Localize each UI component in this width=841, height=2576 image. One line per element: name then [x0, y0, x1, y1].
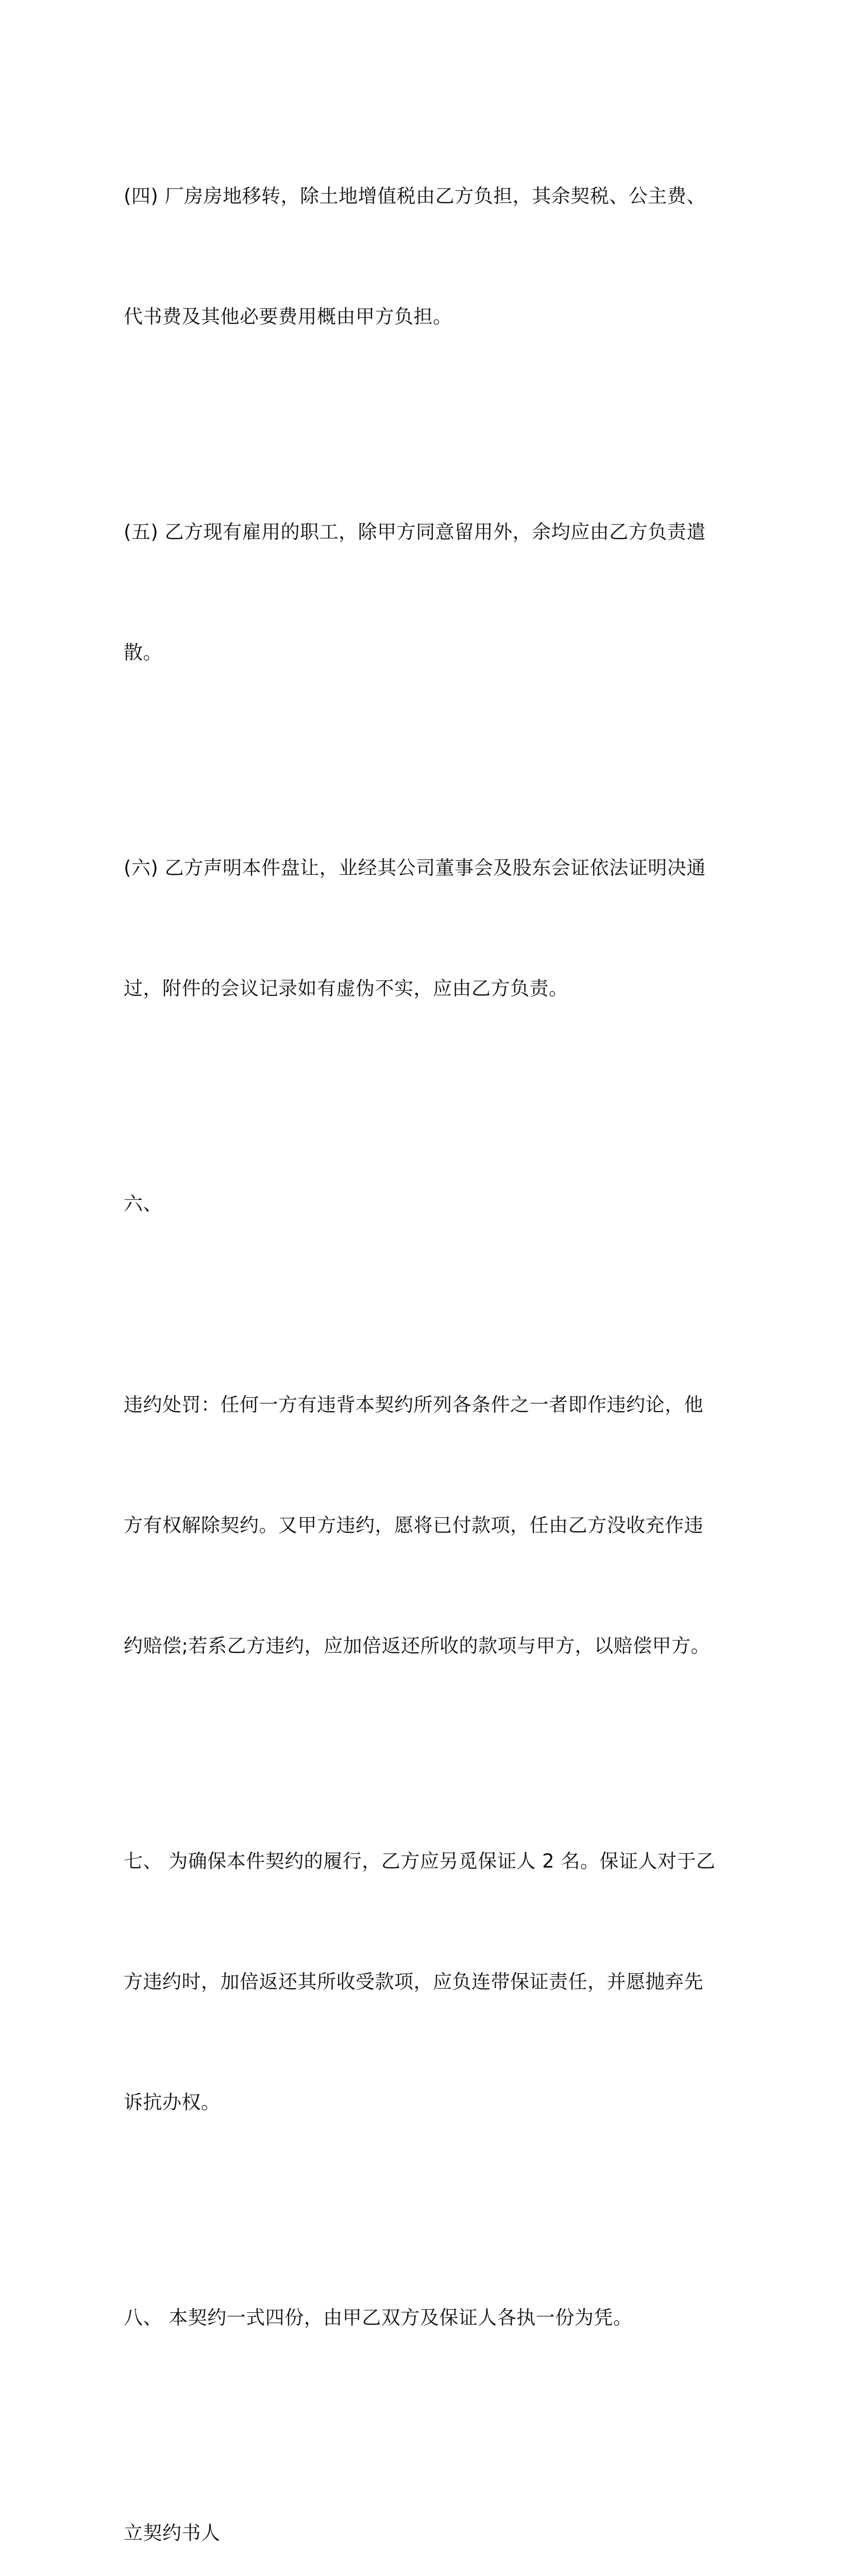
- breach-penalty: [124, 1304, 711, 1747]
- section-7-line-1: 七、 为确保本件契约的履行，乙方应另觅保证人 2 名。保证人对于乙: [124, 1850, 716, 1872]
- section-6-number: 六、: [124, 1193, 162, 1215]
- section-8: [124, 2217, 711, 2418]
- breach-penalty-line-2: 方有权解除契约。又甲方违约，愿将已付款项，任由乙方没收充作违: [124, 1514, 703, 1536]
- clause-4: [124, 96, 711, 417]
- clause-5-line-2: 散。: [124, 641, 162, 664]
- section-7: [124, 1761, 716, 2203]
- clause-4-line-2: 代书费及其他必要费用概由甲方负担。: [124, 306, 452, 328]
- section-6-heading: [124, 1104, 711, 1304]
- section-8-line-1: 八、 本契约一式四份，由甲乙双方及保证人各执一份为凭。: [124, 2307, 633, 2329]
- clause-6-line-2: 过，附件的会议记录如有虚伪不实，应由乙方负责。: [124, 977, 568, 999]
- clause-6: [124, 768, 711, 1089]
- section-7-line-3: 诉抗办权。: [124, 2091, 221, 2113]
- breach-penalty-line-3: 约赔偿;若系乙方违约，应加倍返还所收的款项与甲方，以赔偿甲方。: [124, 1635, 710, 1657]
- clause-5-line-1: (五) 乙方现有雇用的职工，除甲方同意留用外，余均应由乙方负责遣: [124, 521, 706, 543]
- signatories-heading: [124, 2433, 711, 2576]
- clause-5: [124, 432, 711, 753]
- document-body: [124, 96, 716, 2576]
- clause-4-line-1: (四) 厂房房地移转，除土地增值税由乙方负担，其余契税、公主费、: [124, 185, 706, 207]
- section-7-line-2: 方违约时，加倍返还其所收受款项，应负连带保证责任，并愿抛弃先: [124, 1971, 703, 1993]
- breach-penalty-line-1: 违约处罚：任何一方有违背本契约所列各条件之一者即作违约论，他: [124, 1394, 703, 1416]
- signatories-title: 立契约书人: [124, 2522, 221, 2544]
- clause-6-line-1: (六) 乙方声明本件盘让，业经其公司董事会及股东会证依法证明决通: [124, 857, 706, 879]
